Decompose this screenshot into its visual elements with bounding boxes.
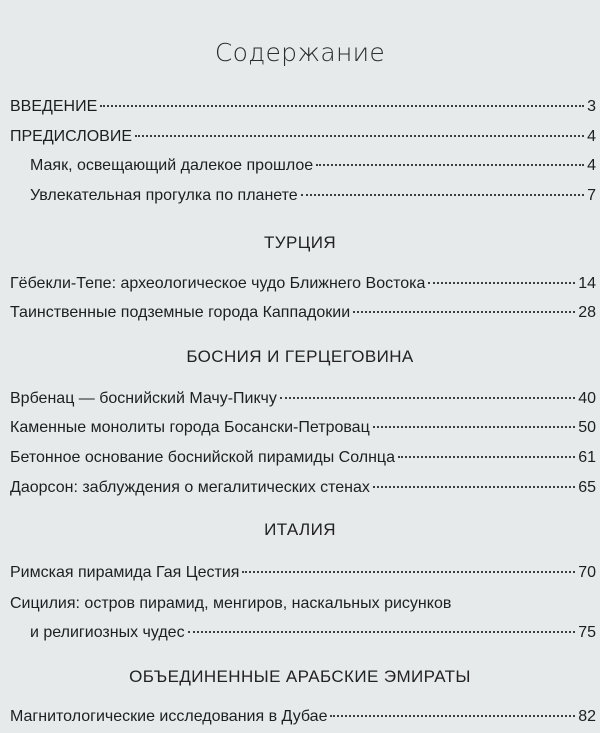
toc-entry[interactable]	[10, 478, 596, 498]
toc-entry-page: 4	[587, 128, 596, 145]
dot-leader	[373, 486, 575, 488]
toc-entry[interactable]	[10, 389, 596, 409]
page-title: Содержание	[214, 38, 386, 67]
toc-entry-title: Маяк, освещающий далекое прошлое	[30, 157, 314, 174]
dot-leader	[373, 426, 575, 428]
dot-leader	[280, 397, 575, 399]
toc-entry-page: 50	[578, 419, 596, 436]
toc-entry[interactable]	[10, 274, 596, 294]
dot-leader	[330, 715, 575, 717]
dot-leader	[353, 311, 575, 313]
toc-entry-title: ПРЕДИСЛОВИЕ	[10, 128, 132, 145]
toc-entry-title: Бетонное основание боснийской пирамиды Солнца	[10, 449, 395, 466]
dot-leader	[242, 571, 575, 573]
toc-entry-page: 7	[587, 187, 596, 204]
toc-entry[interactable]	[10, 303, 596, 323]
toc-entry-title: ВВЕДЕНИЕ	[10, 98, 98, 115]
dot-leader	[316, 164, 584, 166]
dot-leader	[188, 631, 576, 633]
toc-entry-title-line2: и религиозных чудес	[30, 624, 185, 641]
toc-entry-title: Таинственные подземные города Каппадокии	[10, 304, 351, 321]
dot-leader	[398, 456, 575, 458]
toc-entry-title: Магнитологические исследования в Дубае	[10, 708, 328, 725]
toc-entry[interactable]	[30, 186, 596, 206]
toc-entry-page: 14	[578, 275, 596, 292]
toc-entry-page: 61	[578, 449, 596, 466]
toc-entry-title: Врбенац — боснийский Мачу-Пикчу	[10, 390, 277, 407]
toc-entry-page: 4	[587, 157, 596, 174]
toc-entry[interactable]	[10, 563, 596, 583]
dot-leader	[135, 135, 584, 137]
toc-entry-title: Увлекательная прогулка по планете	[30, 187, 298, 204]
toc-entry-title: Каменные монолиты города Босански-Петровац	[10, 419, 370, 436]
dot-leader	[100, 105, 584, 107]
toc-entry-page: 3	[587, 98, 596, 115]
toc-entry[interactable]	[30, 623, 596, 643]
toc-entry[interactable]	[10, 127, 596, 147]
toc-entry-title: Даорсон: заблуждения о мегалитических стенах	[10, 479, 370, 496]
section-heading: ТУРЦИЯ	[264, 233, 336, 252]
toc-entry-title: Римская пирамида Гая Цестия	[10, 564, 240, 581]
toc-entry[interactable]	[10, 448, 596, 468]
section-heading: ОБЪЕДИНЕННЫЕ АРАБСКИЕ ЭМИРАТЫ	[129, 667, 471, 686]
toc-entry-page: 70	[578, 564, 596, 581]
toc-entry[interactable]	[10, 707, 596, 727]
toc-entry-page: 28	[578, 304, 596, 321]
toc-entry[interactable]	[10, 97, 596, 117]
toc-entry-page: 65	[578, 479, 596, 496]
toc-entry[interactable]	[30, 156, 596, 176]
toc-entry-title-line1[interactable]: Сицилия: остров пирамид, менгиров, наскальных рисунков	[10, 595, 452, 612]
toc-entry[interactable]	[10, 418, 596, 438]
dot-leader	[428, 282, 575, 284]
dot-leader	[301, 194, 584, 196]
toc-entry-title: Гёбекли-Тепе: археологическое чудо Ближнего Востока	[10, 275, 426, 292]
section-heading: ИТАЛИЯ	[264, 520, 336, 539]
toc-entry-page: 40	[578, 390, 596, 407]
toc-entry-page: 75	[578, 624, 596, 641]
section-heading: БОСНИЯ И ГЕРЦЕГОВИНА	[186, 347, 414, 366]
toc-entry-page: 82	[578, 708, 596, 725]
